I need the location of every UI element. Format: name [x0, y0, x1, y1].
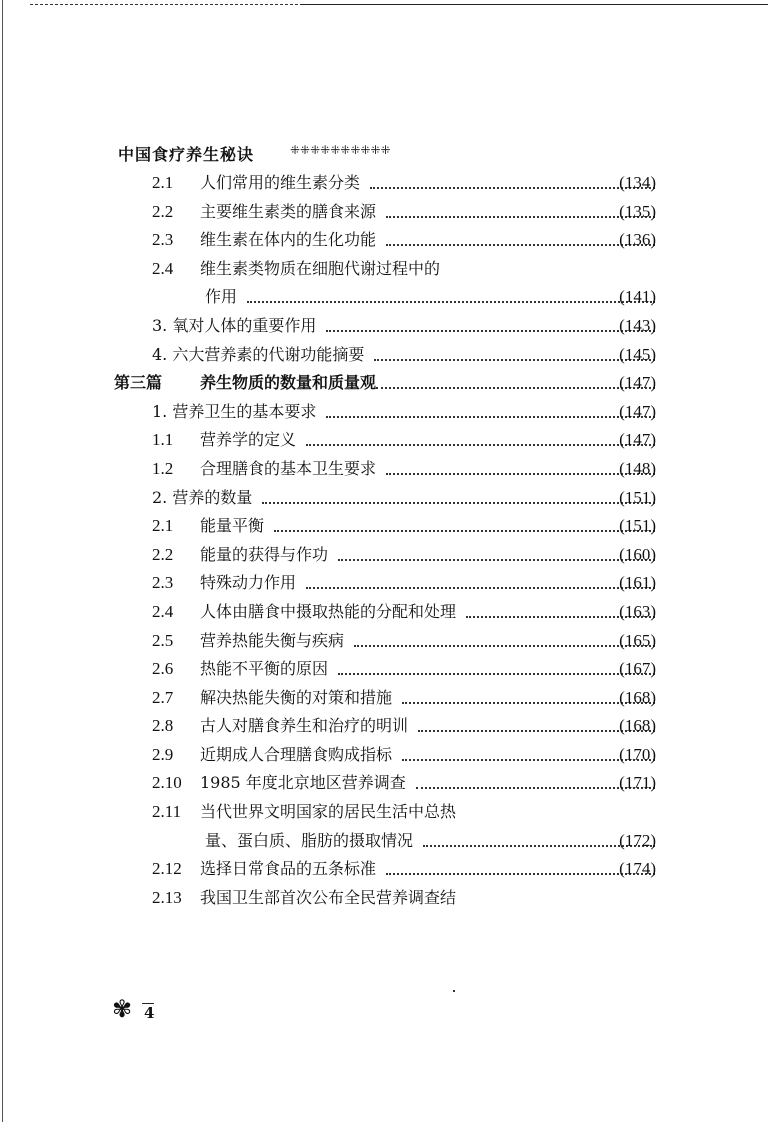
toc-entry-page: (143) — [619, 315, 656, 335]
toc-entry-title: 营养学的定义 — [200, 430, 297, 450]
toc-entry[interactable] — [0, 255, 768, 284]
toc-entry-page: (136) — [619, 230, 656, 250]
toc-entry[interactable] — [0, 541, 768, 570]
toc-entry-title-line — [200, 684, 655, 713]
dot-leader — [326, 330, 655, 332]
toc-entry[interactable] — [0, 312, 768, 341]
scan-speck — [453, 990, 455, 992]
toc-entry[interactable] — [0, 627, 768, 656]
toc-entry-title: 选择日常食品的五条标准 — [200, 859, 377, 879]
toc-entry-title-line — [200, 712, 655, 741]
dot-leader — [326, 416, 655, 418]
toc-entry[interactable] — [0, 712, 768, 741]
toc-entry[interactable] — [0, 226, 768, 255]
toc-entry-title: 2. 营养的数量 — [152, 487, 253, 507]
toc-entry-number: 2.11 — [152, 802, 182, 822]
dot-leader — [386, 244, 655, 246]
toc-entry-number: 2.12 — [152, 859, 182, 879]
top-rule-solid — [300, 4, 768, 5]
toc-entry-title-line — [205, 827, 655, 856]
dot-leader — [247, 301, 655, 303]
toc-entry-title: 近期成人合理膳食购成指标 — [200, 744, 393, 764]
toc-entry-title-line — [205, 283, 655, 312]
toc-entry-page: (160) — [619, 544, 656, 564]
toc-entry[interactable] — [0, 426, 768, 455]
toc-entry-number: 2.9 — [152, 744, 174, 764]
toc-entry-number: 2.8 — [152, 716, 174, 736]
toc-entry-number: 2.6 — [152, 659, 174, 679]
toc-entry-page: (165) — [619, 630, 656, 650]
dot-leader — [376, 387, 655, 389]
page-footer — [112, 995, 155, 1023]
toc-entry-number: 2.10 — [152, 773, 182, 793]
toc-entry-title: 能量的获得与作功 — [200, 544, 329, 564]
toc-entry-page: (145) — [619, 344, 656, 364]
toc-entry-page: (134) — [619, 173, 656, 192]
toc-entry-number: 2.3 — [152, 230, 174, 250]
toc-entry-page: (147) — [619, 373, 656, 393]
toc-entry-title-line — [200, 569, 655, 598]
toc-entry-title: 1. 营养卫生的基本要求 — [152, 401, 317, 421]
toc-entry[interactable] — [0, 341, 768, 370]
page-number: 4 — [144, 1004, 155, 1022]
toc-entry-page: (168) — [619, 687, 656, 707]
dot-leader — [262, 502, 655, 504]
toc-entry-title-line — [200, 627, 655, 656]
dot-leader — [370, 187, 655, 189]
toc-entry-number: 2.2 — [152, 544, 174, 564]
toc-entry-page: (141) — [619, 287, 656, 307]
toc-entry-title-line — [200, 426, 655, 455]
toc-entry[interactable] — [0, 884, 768, 913]
toc-entry-title-line — [200, 198, 655, 227]
book-title: 中国食疗养生秘诀 — [118, 145, 255, 164]
toc-entry-title: 古人对膳食养生和治疗的明训 — [200, 716, 409, 736]
toc-entry-number: 1.2 — [152, 458, 174, 478]
toc-entry-number: 2.13 — [152, 887, 182, 907]
toc-entry-title: 人体由膳食中摄取热能的分配和处理 — [200, 601, 457, 621]
toc-entry-title-line — [200, 769, 655, 798]
toc-entry-title-line — [152, 398, 655, 427]
toc-entry-title-line — [200, 226, 655, 255]
dot-leader — [402, 759, 655, 761]
toc-entry-page: (163) — [619, 601, 656, 621]
toc-entry-page: (147) — [619, 430, 656, 450]
toc-entry[interactable] — [0, 569, 768, 598]
toc-entry-number: 2.1 — [152, 173, 174, 192]
toc-entry-title: 4. 六大营养素的代谢功能摘要 — [152, 344, 365, 364]
flower-ornament-icon: ✾ — [112, 995, 133, 1023]
toc-entry-page: (135) — [619, 201, 656, 221]
toc-entry[interactable] — [0, 684, 768, 713]
dot-leader — [402, 702, 655, 704]
toc-entry-title-line — [200, 255, 655, 284]
toc-entry-title: 我国卫生部首次公布全民营养调查结 — [200, 887, 457, 907]
toc-entry-title: 特殊动力作用 — [200, 573, 297, 593]
toc-entry-title: 主要维生素类的膳食来源 — [200, 201, 377, 221]
toc-entry-number: 2.5 — [152, 630, 174, 650]
dot-leader — [306, 444, 655, 446]
toc-entry-title-line — [200, 855, 655, 884]
toc-entry-title-line — [200, 884, 655, 913]
toc-entry-title: 作用 — [205, 287, 238, 307]
running-header — [118, 142, 254, 165]
toc-entry-title-line — [200, 798, 655, 827]
dot-leader — [338, 673, 655, 675]
toc-entry-title-line — [152, 312, 655, 341]
toc-entry-page: (174) — [619, 859, 656, 879]
toc-entry[interactable] — [0, 598, 768, 627]
dot-leader — [274, 530, 655, 532]
toc-entry[interactable] — [0, 512, 768, 541]
toc-entry[interactable] — [0, 769, 768, 798]
toc-entry-title: 合理膳食的基本卫生要求 — [200, 458, 377, 478]
dot-leader — [386, 216, 655, 218]
toc-entry-page: (148) — [619, 458, 656, 478]
toc-entry-number: 2.4 — [152, 258, 174, 278]
toc-entry[interactable] — [0, 169, 768, 198]
toc-entry-page: (168) — [619, 716, 656, 736]
toc-entry-number: 2.7 — [152, 687, 174, 707]
toc-entry-number: 2.4 — [152, 601, 174, 621]
toc-entry-page: (151) — [619, 487, 656, 507]
toc-entry-title-line — [200, 741, 655, 770]
toc-entry[interactable] — [0, 741, 768, 770]
toc-entry-title-line — [200, 512, 655, 541]
toc-entry-title-line — [200, 169, 655, 198]
toc-entry[interactable] — [0, 455, 768, 484]
toc-entry-title-line — [200, 541, 655, 570]
toc-entry-title-line — [152, 484, 655, 513]
header-ornament: ⁜⁜⁜⁜⁜⁜⁜⁜⁜⁜ — [290, 143, 391, 157]
toc-entry-title: 热能不平衡的原因 — [200, 659, 329, 679]
table-of-contents — [0, 169, 768, 912]
dot-leader — [386, 473, 655, 475]
toc-entry-title: 人们常用的维生素分类 — [200, 173, 361, 192]
toc-entry-number: 2.1 — [152, 516, 174, 536]
toc-entry-title-line — [200, 598, 655, 627]
toc-entry-title: 3. 氧对人体的重要作用 — [152, 315, 317, 335]
toc-entry-title-line — [152, 341, 655, 370]
toc-entry[interactable] — [0, 283, 768, 312]
toc-entry-page: (167) — [619, 659, 656, 679]
toc-entry[interactable] — [0, 798, 768, 827]
dot-leader — [338, 559, 655, 561]
toc-entry[interactable] — [0, 369, 768, 398]
toc-entry-title: 量、蛋白质、脂肪的摄取情况 — [205, 830, 414, 850]
toc-entry-number: 第三篇 — [114, 373, 163, 393]
toc-entry-page: (171) — [619, 773, 656, 793]
toc-entry-title: 当代世界文明国家的居民生活中总热 — [200, 802, 457, 822]
toc-entry-title-line — [200, 655, 655, 684]
toc-entry-page: (170) — [619, 744, 656, 764]
toc-entry-title: 能量平衡 — [200, 516, 265, 536]
toc-entry[interactable] — [0, 855, 768, 884]
toc-entry-page: (151) — [619, 516, 656, 536]
dot-leader — [354, 645, 655, 647]
toc-entry[interactable] — [0, 827, 768, 856]
toc-entry-title: 养生物质的数量和质量观 — [200, 373, 377, 393]
toc-entry[interactable] — [0, 484, 768, 513]
toc-entry-title: 解决热能失衡的对策和措施 — [200, 687, 393, 707]
dot-leader — [386, 873, 655, 875]
dot-leader — [306, 587, 655, 589]
toc-entry-number: 2.2 — [152, 201, 174, 221]
toc-entry-page: (172) — [619, 830, 656, 850]
toc-entry-page: (161) — [619, 573, 656, 593]
toc-entry[interactable] — [0, 198, 768, 227]
toc-entry-number: 2.3 — [152, 573, 174, 593]
toc-entry-title: 营养热能失衡与疾病 — [200, 630, 345, 650]
toc-entry-page: (147) — [619, 401, 656, 421]
toc-entry[interactable] — [0, 655, 768, 684]
toc-entry-title: 1985 年度北京地区营养调查 — [200, 773, 406, 793]
dot-leader — [374, 359, 655, 361]
toc-entry-title-line — [200, 455, 655, 484]
toc-entry-title-line — [200, 369, 655, 398]
toc-entry-number: 1.1 — [152, 430, 174, 450]
toc-entry[interactable] — [0, 398, 768, 427]
toc-entry-title: 维生素类物质在细胞代谢过程中的 — [200, 258, 441, 278]
toc-entry-title: 维生素在体内的生化功能 — [200, 230, 377, 250]
